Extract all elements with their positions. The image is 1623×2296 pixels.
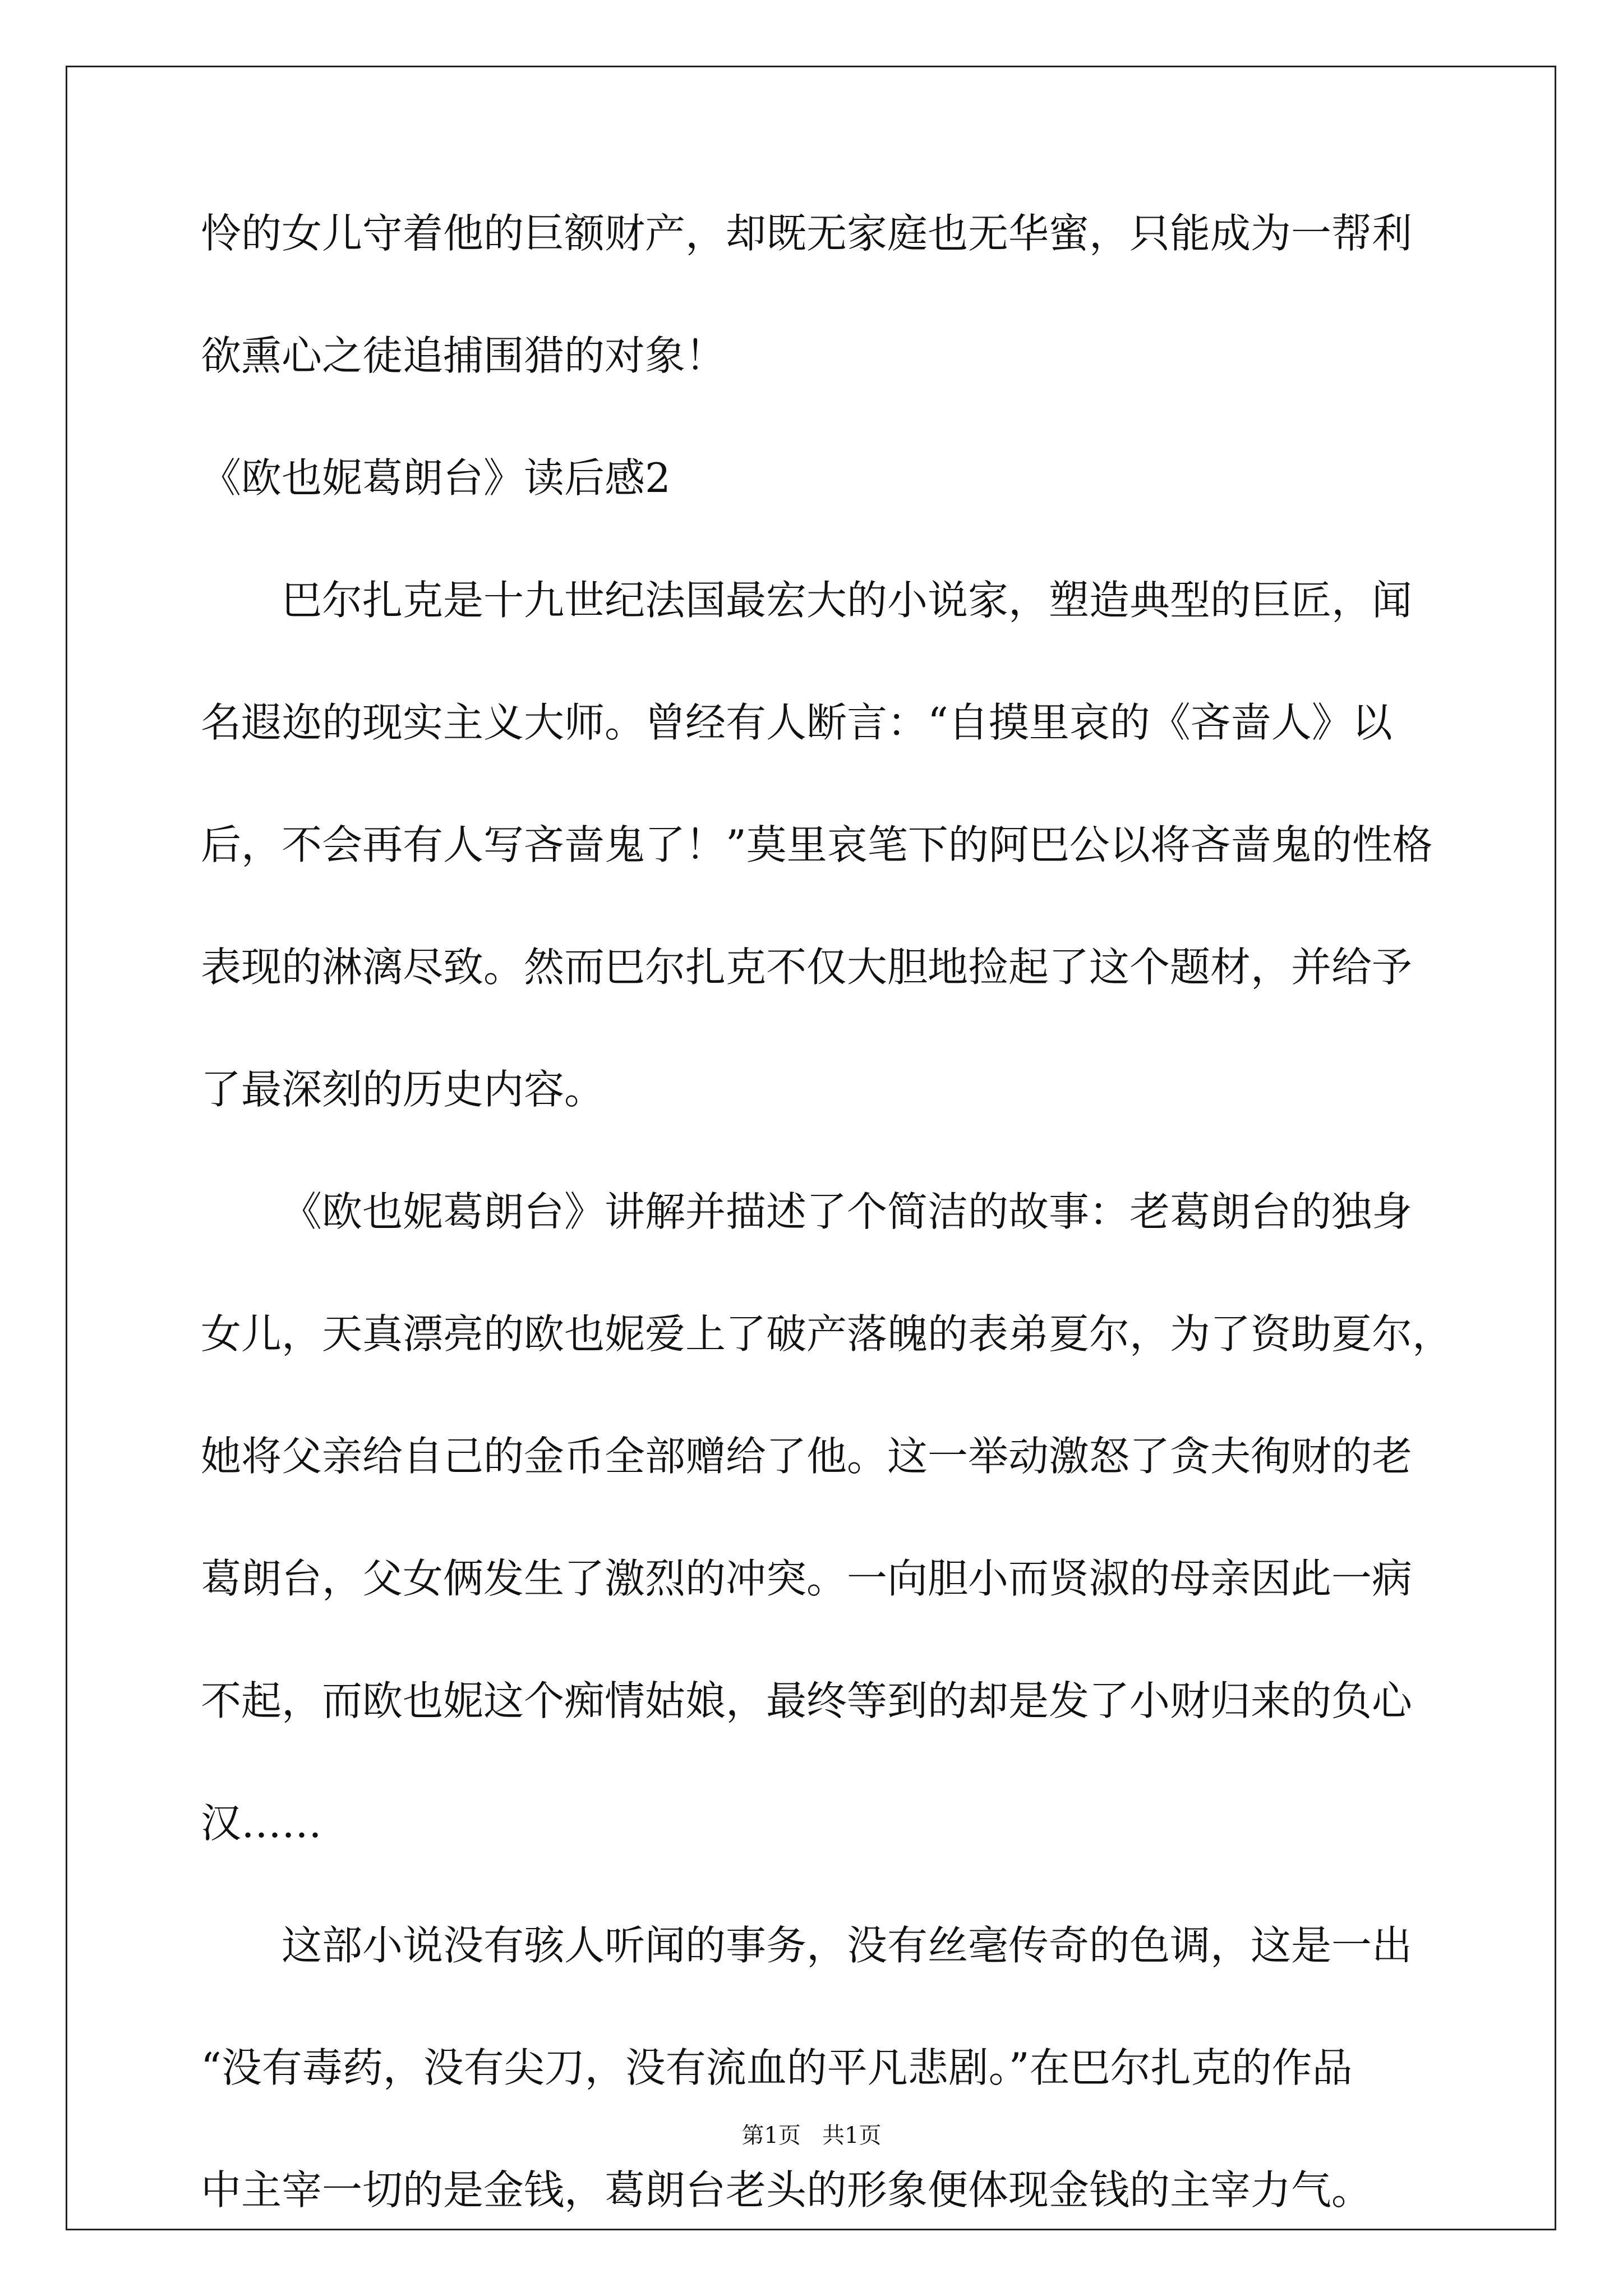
text-line: 怜的女儿守着他的巨额财产，却既无家庭也无华蜜，只能成为一帮利 [201, 210, 1413, 257]
text-line: 后，不会再有人写吝啬鬼了！”莫里哀笔下的阿巴公以将吝啬鬼的性格 [201, 821, 1433, 868]
page-footer: 第1页 共1页 [741, 2123, 882, 2148]
text-line: “没有毒药，没有尖刀，没有流血的平凡悲剧。”在巴尔扎克的作品 [201, 2044, 1353, 2091]
text-line: 女儿，天真漂亮的欧也妮爱上了破产落魄的表弟夏尔，为了资助夏尔， [201, 1310, 1453, 1358]
paragraph-first-line: 这部小说没有骇人听闻的事务，没有丝毫传奇的色调，这是一出 [282, 1922, 1413, 1969]
text-line: 名遐迩的现实主义大师。曾经有人断言：“自摸里哀的《吝啬人》以 [201, 699, 1393, 746]
text-line: 表现的淋漓尽致。然而巴尔扎克不仅大胆地捡起了这个题材，并给予 [201, 944, 1413, 991]
text-line: 葛朗台，父女俩发生了激烈的冲突。一向胆小而贤淑的母亲因此一病 [201, 1555, 1413, 1602]
document-body [201, 210, 1453, 2292]
text-line: 了最深刻的历史内容。 [201, 1066, 605, 1113]
text-line: 不起，而欧也妮这个痴情姑娘，最终等到的却是发了小财归来的负心 [201, 1677, 1413, 1724]
paragraph-first-line: 《欧也妮葛朗台》讲解并描述了个简洁的故事：老葛朗台的独身 [282, 1188, 1413, 1235]
text-line: 中主宰一切的是金钱，葛朗台老头的形象便体现金钱的主宰力气。 [201, 2166, 1372, 2214]
text-line: 欲熏心之徒追捕围猎的对象！ [201, 332, 726, 379]
paragraph-first-line: 巴尔扎克是十九世纪法国最宏大的小说家，塑造典型的巨匠，闻 [282, 577, 1413, 624]
text-line: 她将父亲给自己的金币全部赠给了他。这一举动激怒了贪夫徇财的老 [201, 1433, 1413, 1480]
section-heading: 《欧也妮葛朗台》读后感2 [201, 454, 671, 501]
text-line: 汉…… [201, 1800, 322, 1847]
